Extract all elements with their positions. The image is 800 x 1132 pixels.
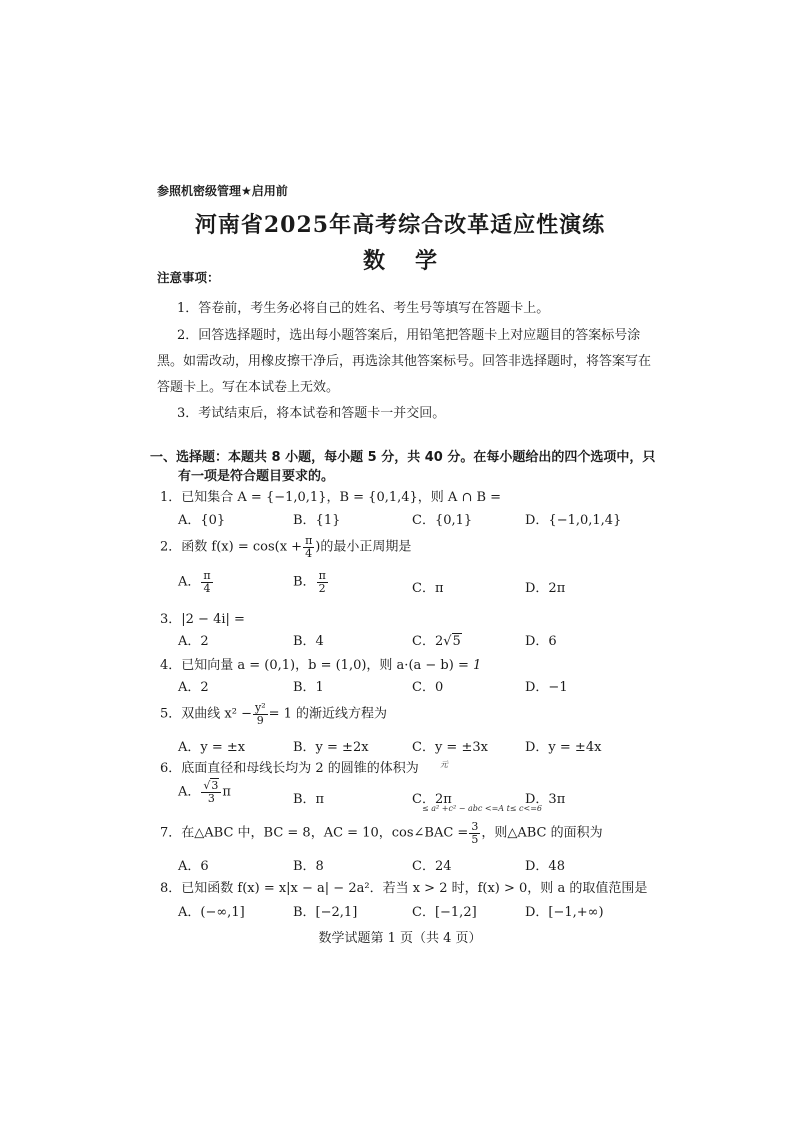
question-3-stem: 3．|2 − 4i| = <box>160 612 245 627</box>
handwritten-mark: 1 <box>472 658 482 673</box>
subject-title: 数学 <box>362 248 467 274</box>
question-2-stem-pre: 2．函数 f(x) = cos(x + <box>160 539 303 555</box>
question-5-stem-pre: 5．双曲线 x² − <box>160 706 252 722</box>
section-heading: 一、选择题：本题共 8 小题，每小题 5 分，共 40 分。在每小题给出的四个选项中，只 <box>150 450 656 465</box>
option-fraction <box>317 570 328 594</box>
option-label: A． <box>178 574 201 590</box>
option-fraction <box>201 570 212 594</box>
question-6-stem: 6．底面直径和母线长均为 2 的圆锥的体积为 <box>160 761 419 776</box>
question-2-option-d: D．2π <box>525 581 566 596</box>
question-3-option-a: A．2 <box>178 634 209 649</box>
notice-item-1: 1．答卷前，考生务必将自己的姓名、考生号等填写在答题卡上。 <box>177 301 550 316</box>
question-4-option-d: D．−1 <box>525 680 568 695</box>
question-8-option-b: B．[−2,1] <box>293 905 358 920</box>
question-2-option-c: C．π <box>412 581 444 596</box>
fraction-numerator: √3 <box>201 780 221 793</box>
question-4-stem-text: 4．已知向量 a = (0,1)，b = (1,0)，则 a·(a − b) = <box>160 658 469 673</box>
fraction-denominator: 4 <box>305 546 313 560</box>
fraction-numerator: y² <box>254 701 266 714</box>
question-6-option-b: B．π <box>293 792 325 807</box>
question-1-stem: 1．已知集合 A = {−1,0,1}，B = {0,1,4}，则 A ∩ B = <box>160 490 502 505</box>
notice-heading: 注意事项： <box>157 270 220 285</box>
question-5-fraction <box>253 702 268 726</box>
question-5-stem-post: = 1 的渐近线方程为 <box>268 706 388 722</box>
option-label: B． <box>293 574 316 590</box>
fraction-numerator: π <box>305 534 313 547</box>
question-8-option-d: D．[−1,+∞) <box>525 905 604 920</box>
question-7-option-c: C．24 <box>412 859 452 874</box>
fraction-numerator: π <box>318 569 326 582</box>
question-3-option-d: D．6 <box>525 634 557 649</box>
fraction-denominator: 5 <box>471 832 479 846</box>
question-7-option-b: B．8 <box>293 859 324 874</box>
question-6-option-c: C．2π <box>412 792 452 807</box>
question-7-stem <box>160 821 603 845</box>
question-6-option-d: D．3π <box>525 792 566 807</box>
question-1-option-c: C．{0,1} <box>412 513 473 528</box>
question-4-option-c: C．0 <box>412 680 444 695</box>
question-1-option-a: A．{0} <box>178 513 226 528</box>
handwritten-mark: 元 <box>440 760 448 769</box>
question-4-option-a: A．2 <box>178 680 209 695</box>
notice-item-2-cont2: 答题卡上。写在本试卷上无效。 <box>157 380 340 395</box>
exam-title: 河南省2025年高考综合改革适应性演练 <box>194 212 606 238</box>
question-5-stem <box>160 702 387 726</box>
question-7-stem-post: ，则△ABC 的面积为 <box>481 825 603 841</box>
fraction-denominator: 9 <box>256 713 264 727</box>
handwritten-scribble: ≤ a² +c² − abc <=A t≤ c<=6 <box>422 804 543 813</box>
notice-item-3: 3．考试结束后，将本试卷和答题卡一并交回。 <box>177 406 446 421</box>
question-1-option-d: D．{−1,0,1,4} <box>525 513 622 528</box>
sqrt-radicand: 5 <box>452 634 461 649</box>
page-footer: 数学试题第 1 页（共 4 页） <box>318 931 482 946</box>
notice-item-2-cont: 黑。如需改动，用橡皮擦干净后，再选涂其他答案标号。回答非选择题时，将答案写在 <box>157 354 652 369</box>
section-heading-cont: 有一项是符合题目要求的。 <box>178 469 335 484</box>
fraction-numerator: π <box>203 569 211 582</box>
option-suffix: π <box>222 784 231 800</box>
question-7-option-a: A．6 <box>178 859 209 874</box>
question-6-option-a <box>178 780 231 804</box>
question-2-stem <box>160 535 411 559</box>
question-8-option-c: C．[−1,2] <box>412 905 477 920</box>
fraction-denominator: 4 <box>203 581 211 595</box>
question-3-option-c: C．2√5 <box>412 634 461 649</box>
question-2-stem-post: )的最小正周期是 <box>315 539 412 555</box>
question-5-option-c: C．y = ±3x <box>412 740 488 755</box>
question-4-stem <box>160 654 481 673</box>
question-5-option-d: D．y = ±4x <box>525 740 602 755</box>
notice-item-2: 2．回答选择题时，选出每小题答案后，用铅笔把答题卡上对应题目的答案标号涂 <box>177 328 641 343</box>
question-7-stem-pre: 7．在△ABC 中，BC = 8，AC = 10，cos∠BAC = <box>160 825 469 841</box>
question-7-option-d: D．48 <box>525 859 565 874</box>
question-1-option-b: B．{1} <box>293 513 341 528</box>
question-7-fraction <box>469 821 480 845</box>
fraction-denominator: 2 <box>318 581 326 595</box>
fraction-numerator: 3 <box>471 820 479 833</box>
question-2-option-a <box>178 570 214 594</box>
question-4-option-b: B．1 <box>293 680 324 695</box>
option-text: C．2 <box>412 634 444 649</box>
question-8-option-a: A．(−∞,1] <box>178 905 245 920</box>
question-3-option-b: B．4 <box>293 634 324 649</box>
fraction-denominator: 3 <box>207 791 215 805</box>
question-5-option-b: B．y = ±2x <box>293 740 369 755</box>
question-5-option-a: A．y = ±x <box>178 740 246 755</box>
question-2-fraction <box>303 535 314 559</box>
secret-label: 参照机密级管理★启用前 <box>157 184 288 198</box>
question-2-option-b <box>293 570 329 594</box>
sqrt-radicand: 3 <box>211 779 219 792</box>
option-label: A． <box>178 784 201 800</box>
option-fraction <box>201 780 221 804</box>
question-8-stem: 8．已知函数 f(x) = x|x − a| − 2a²．若当 x > 2 时，f(x) > 0，则 a 的取值范围是 <box>160 881 648 896</box>
